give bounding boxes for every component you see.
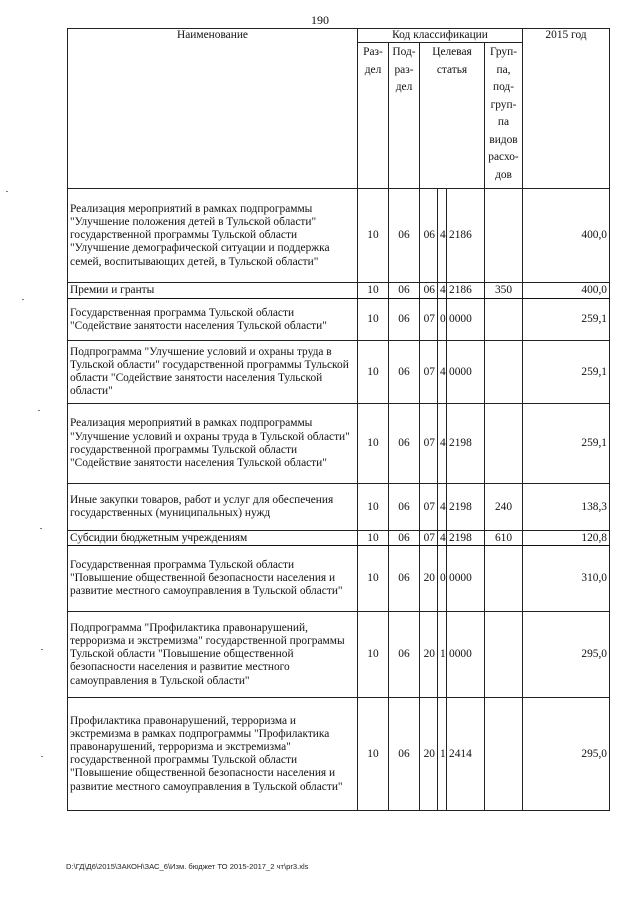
table-row (68, 299, 610, 341)
row-target-code-item: 2198 (447, 484, 485, 531)
row-target-code-program: 20 (420, 612, 438, 698)
margin-mark (22, 299, 24, 300)
page-number: 190 (311, 13, 329, 27)
header-name: Наименование (68, 29, 358, 189)
header-year: 2015 год (523, 29, 610, 189)
row-target-code-subprogram: 4 (438, 404, 447, 484)
table-row (68, 189, 610, 283)
row-target-code-item: 2414 (447, 698, 485, 811)
row-target-code-program: 07 (420, 484, 438, 531)
row-target-code-subprogram: 1 (438, 612, 447, 698)
header-subsection (389, 43, 420, 189)
table-row (68, 612, 610, 698)
row-target-code-item: 0000 (447, 299, 485, 341)
row-target-code-program: 07 (420, 404, 438, 484)
row-name: Профилактика правонарушений, терроризма и экстремизма в рамках подпрограммы "Профилактика правонарушений, терроризма и экстремизма" государственной программы Тульской области "Повышение общественной безопасности населения и развитие местного самоуправления в Тульской области" (68, 698, 358, 811)
row-expense-group (485, 698, 523, 811)
row-name: Государственная программа Тульской области "Повышение общественной безопасности населения и развитие местного самоуправления в Тульской области" (68, 546, 358, 612)
row-expense-group (485, 546, 523, 612)
margin-mark (38, 410, 40, 411)
row-target-code-subprogram: 4 (438, 189, 447, 283)
row-amount: 259,1 (523, 404, 610, 484)
row-amount: 259,1 (523, 341, 610, 404)
row-name: Подпрограмма "Профилактика правонарушений, терроризма и экстремизма" государственной программы Тульской области "Повышение общественной безопасности населения и развитие местного самоуправления в Тульской области" (68, 612, 358, 698)
budget-table (67, 28, 610, 811)
row-subsection: 06 (389, 189, 420, 283)
row-target-code-subprogram: 0 (438, 299, 447, 341)
header-section (358, 43, 389, 189)
margin-mark (41, 756, 43, 757)
row-expense-group (485, 612, 523, 698)
file-path-footer: D:\ГД\Д6\2015\ЗАКОН\ЗАС_6\Изм. бюджет ТО 2015-2017_2 чт\pr3.xls (66, 862, 309, 871)
row-target-code-subprogram: 4 (438, 341, 447, 404)
row-target-code-item: 2186 (447, 189, 485, 283)
row-target-code-subprogram: 1 (438, 698, 447, 811)
header-subsection-text: Под- раз- дел (392, 46, 416, 94)
row-target-code-subprogram: 0 (438, 546, 447, 612)
row-target-code-item: 0000 (447, 546, 485, 612)
row-subsection: 06 (389, 531, 420, 546)
row-target-code-program: 20 (420, 546, 438, 612)
row-target-code-program: 07 (420, 341, 438, 404)
table-row (68, 283, 610, 299)
table-row (68, 546, 610, 612)
row-name: Государственная программа Тульской области "Содействие занятости населения Тульской области" (68, 299, 358, 341)
row-expense-group (485, 189, 523, 283)
row-expense-group: 350 (485, 283, 523, 299)
row-section: 10 (358, 531, 389, 546)
table-row (68, 531, 610, 546)
row-target-code-subprogram: 4 (438, 283, 447, 299)
row-target-code-program: 06 (420, 189, 438, 283)
row-expense-group (485, 299, 523, 341)
row-section: 10 (358, 283, 389, 299)
header-section-text: Раз- дел (363, 46, 383, 76)
row-subsection: 06 (389, 484, 420, 531)
row-section: 10 (358, 484, 389, 531)
row-subsection: 06 (389, 341, 420, 404)
row-expense-group (485, 341, 523, 404)
row-target-code-item: 0000 (447, 612, 485, 698)
row-target-code-program: 07 (420, 299, 438, 341)
row-name: Иные закупки товаров, работ и услуг для обеспечения государственных (муниципальных) нужд (68, 484, 358, 531)
header-target-item-text: Целевая статья (432, 46, 472, 76)
row-amount: 295,0 (523, 612, 610, 698)
table-row (68, 404, 610, 484)
table-row (68, 484, 610, 531)
row-amount: 295,0 (523, 698, 610, 811)
row-target-code-program: 07 (420, 531, 438, 546)
row-name: Субсидии бюджетным учреждениям (68, 531, 358, 546)
row-amount: 310,0 (523, 546, 610, 612)
row-amount: 400,0 (523, 283, 610, 299)
row-expense-group: 240 (485, 484, 523, 531)
margin-mark (40, 528, 42, 529)
row-name: Реализация мероприятий в рамках подпрограммы "Улучшение положения детей в Тульской области" государственной программы Тульской области "Улучшение демографической ситуации и поддержка семей, воспитывающих детей, в Тульской области" (68, 189, 358, 283)
row-section: 10 (358, 189, 389, 283)
row-subsection: 06 (389, 612, 420, 698)
row-target-code-subprogram: 4 (438, 531, 447, 546)
row-section: 10 (358, 299, 389, 341)
row-name: Подпрограмма "Улучшение условий и охраны труда в Тульской области" государственной программы Тульской области "Содействие занятости населения Тульской области" (68, 341, 358, 404)
row-subsection: 06 (389, 283, 420, 299)
margin-mark (41, 649, 43, 650)
row-expense-group: 610 (485, 531, 523, 546)
header-target-item (420, 43, 485, 189)
row-amount: 259,1 (523, 299, 610, 341)
margin-mark (6, 191, 8, 192)
row-section: 10 (358, 698, 389, 811)
row-section: 10 (358, 612, 389, 698)
table-body (68, 189, 610, 811)
row-target-code-item: 0000 (447, 341, 485, 404)
header-expense-group-text: Груп- па, под- груп- па видов расхо- дов (488, 46, 519, 181)
row-subsection: 06 (389, 698, 420, 811)
row-name: Премии и гранты (68, 283, 358, 299)
table-row (68, 698, 610, 811)
row-target-code-item: 2198 (447, 531, 485, 546)
row-amount: 138,3 (523, 484, 610, 531)
row-section: 10 (358, 341, 389, 404)
row-target-code-item: 2186 (447, 283, 485, 299)
row-section: 10 (358, 546, 389, 612)
row-target-code-item: 2198 (447, 404, 485, 484)
table-row (68, 341, 610, 404)
row-subsection: 06 (389, 546, 420, 612)
row-amount: 120,8 (523, 531, 610, 546)
row-amount: 400,0 (523, 189, 610, 283)
row-subsection: 06 (389, 404, 420, 484)
row-name: Реализация мероприятий в рамках подпрограммы "Улучшение условий и охраны труда в Тульской области" государственной программы Тульской области "Содействие занятости населения Тульской области" (68, 404, 358, 484)
row-target-code-subprogram: 4 (438, 484, 447, 531)
row-subsection: 06 (389, 299, 420, 341)
header-classification: Код классификации (358, 29, 523, 43)
row-expense-group (485, 404, 523, 484)
row-section: 10 (358, 404, 389, 484)
header-expense-group (485, 43, 523, 189)
row-target-code-program: 06 (420, 283, 438, 299)
row-target-code-program: 20 (420, 698, 438, 811)
